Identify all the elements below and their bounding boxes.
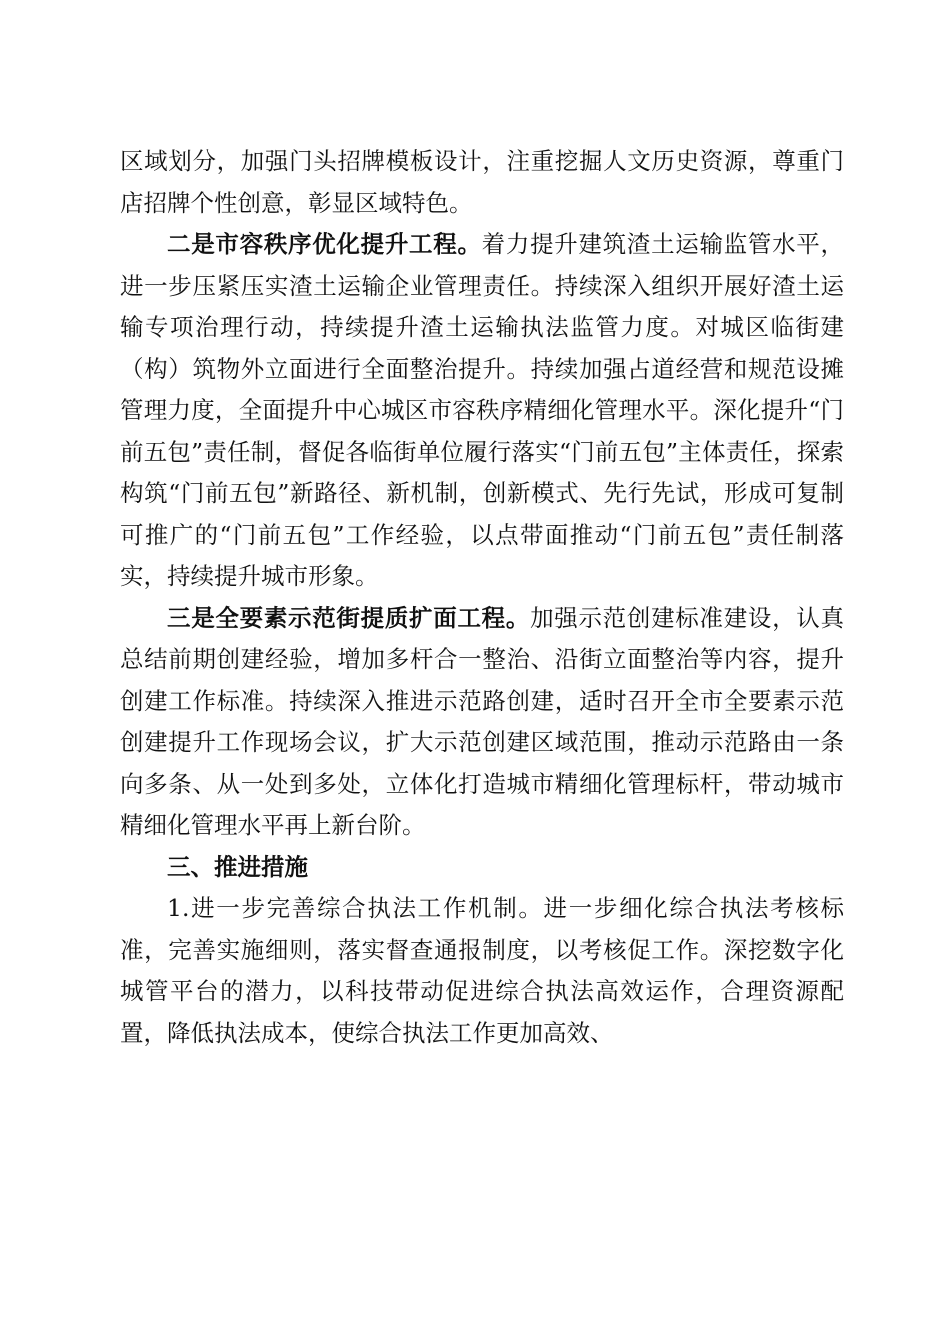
section-heading: 三、推进措施 [167,852,308,881]
paragraph-market-order [120,224,844,598]
paragraph-text: 区域划分，加强门头招牌模板设计，注重挖掘人文历史资源，尊重门店招牌个性创意，彰显区域特色。 [120,147,844,217]
paragraph-lead: 二是市容秩序优化提升工程。 [167,230,482,258]
paragraph-text: 加强示范创建标准建设，认真总结前期创建经验，增加多杆合一整治、沿街立面整治等内容，提升创建工作标准。持续深入推进示范路创建，适时召开全市全要素示范创建提升工作现场会议，扩大示范创建区域范围，推动示范路由一条向多条、从一处到多处，立体化打造城市精细化管理标杆，带动城市精细化管理水平再上新台阶。 [120,603,845,839]
document-body [120,141,844,1054]
paragraph-text: 着力提升建筑渣土运输监管水平，进一步压紧压实渣土运输企业管理责任。持续深入组织开展好渣土运输专项治理行动，持续提升渣土运输执法监管力度。对城区临街建（构）筑物外立面进行全面整治提升。持续加强占道经营和规范设摊管理力度，全面提升中心城区市容秩序精细化管理水平。深化提升“门前五包”责任制，督促各临街单位履行落实“门前五包”主体责任，探索构筑“门前五包”新路径、新机制，创新模式、先行先试，形成可复制可推广的“门前五包”工作经验，以点带面推动“门前五包”责任制落实，持续提升城市形象。 [120,230,845,590]
paragraph-demo-street [120,598,844,847]
paragraph-lead: 三是全要素示范街提质扩面工程。 [167,603,531,632]
paragraph-continuation [120,141,844,224]
paragraph-text: 1.进一步完善综合执法工作机制。进一步细化综合执法考核标准，完善实施细则，落实督查通报制度，以考核促工作。深挖数字化城管平台的潜力，以科技带动促进综合执法高效运作，合理资源配置，降低执法成本，使综合执法工作更加高效、 [120,894,844,1047]
paragraph-measure-1 [120,888,844,1054]
